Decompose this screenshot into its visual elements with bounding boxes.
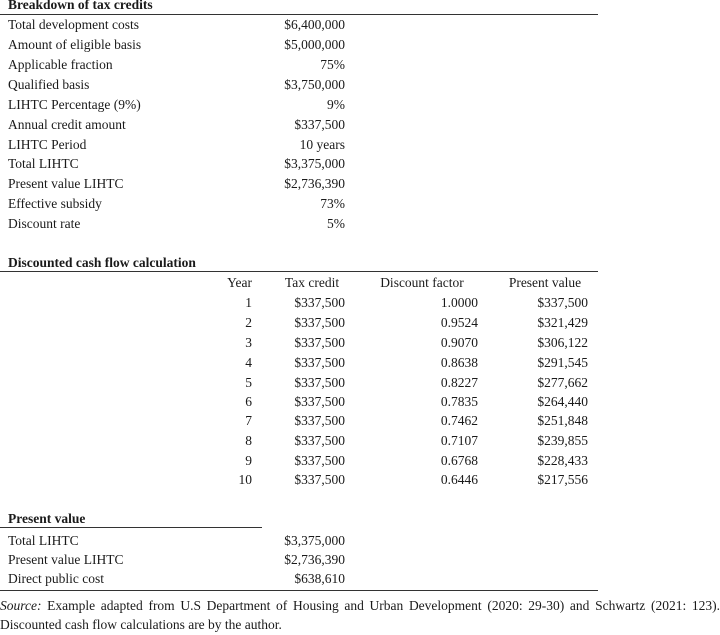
- dcf-factor: 0.8227: [440, 375, 478, 390]
- breakdown-value: 9%: [327, 97, 345, 112]
- breakdown-value: $337,500: [294, 117, 345, 132]
- dcf-year: 3: [245, 335, 252, 350]
- dcf-credit: $337,500: [294, 413, 345, 428]
- dcf-pv: $291,545: [537, 355, 588, 370]
- dcf-header-factor: Discount factor: [380, 275, 464, 290]
- breakdown-label: Total LIHTC: [8, 156, 79, 171]
- breakdown-value: $6,400,000: [284, 17, 345, 32]
- dcf-credit: $337,500: [294, 295, 345, 310]
- dcf-pv: $228,433: [537, 453, 588, 468]
- dcf-year: 10: [238, 472, 252, 487]
- breakdown-value: $3,750,000: [284, 77, 345, 92]
- pv-title-rule: [0, 527, 262, 528]
- dcf-year: 8: [245, 433, 252, 448]
- dcf-header-credit: Tax credit: [284, 275, 340, 290]
- source-text: Example adapted from U.S Department of Housing and Urban Development (2020: 29-30) and Schwartz (2021: 123). Discounted cash flow calculations are by the author.: [0, 598, 720, 632]
- dcf-factor: 0.7107: [440, 433, 478, 448]
- breakdown-label: Applicable fraction: [8, 57, 113, 72]
- breakdown-label: Present value LIHTC: [8, 176, 124, 191]
- dcf-factor: 1.0000: [440, 295, 478, 310]
- dcf-header-pv: Present value: [508, 275, 582, 290]
- dcf-factor: 0.7835: [440, 394, 478, 409]
- dcf-year: 9: [245, 453, 252, 468]
- breakdown-label: Qualified basis: [8, 77, 90, 92]
- dcf-credit: $337,500: [294, 355, 345, 370]
- source-note: [0, 596, 720, 634]
- pv-label: Direct public cost: [8, 571, 104, 586]
- breakdown-value: $2,736,390: [284, 176, 345, 191]
- breakdown-label: LIHTC Period: [8, 137, 87, 152]
- breakdown-label: Discount rate: [8, 216, 81, 231]
- dcf-factor: 0.9524: [440, 315, 478, 330]
- dcf-pv: $337,500: [537, 295, 588, 310]
- bottom-rule: [0, 590, 598, 591]
- dcf-year: 5: [245, 375, 252, 390]
- dcf-title: Discounted cash flow calculation: [8, 255, 196, 270]
- dcf-pv: $321,429: [537, 315, 588, 330]
- dcf-year: 4: [245, 355, 252, 370]
- breakdown-label: Effective subsidy: [8, 196, 102, 211]
- dcf-pv: $217,556: [537, 472, 588, 487]
- dcf-year: 7: [245, 413, 252, 428]
- breakdown-value: 10 years: [299, 137, 345, 152]
- breakdown-value: 5%: [327, 216, 345, 231]
- breakdown-label: Total development costs: [8, 17, 140, 32]
- breakdown-title-rule: [0, 14, 598, 15]
- dcf-credit: $337,500: [294, 472, 345, 487]
- dcf-credit: $337,500: [294, 375, 345, 390]
- dcf-year: 2: [245, 315, 252, 330]
- dcf-credit: $337,500: [294, 433, 345, 448]
- dcf-credit: $337,500: [294, 453, 345, 468]
- dcf-factor: 0.9070: [440, 335, 478, 350]
- source-label: Source:: [0, 598, 42, 613]
- pv-value: $2,736,390: [284, 552, 345, 567]
- dcf-pv: $306,122: [537, 335, 588, 350]
- dcf-title-rule: [0, 271, 598, 272]
- pv-value: $3,375,000: [284, 533, 345, 548]
- dcf-credit: $337,500: [294, 335, 345, 350]
- breakdown-title: Breakdown of tax credits: [8, 0, 153, 12]
- pv-label: Present value LIHTC: [8, 552, 124, 567]
- breakdown-label: Annual credit amount: [8, 117, 126, 132]
- dcf-pv: $251,848: [537, 413, 588, 428]
- dcf-factor: 0.6446: [440, 472, 478, 487]
- dcf-factor: 0.7462: [440, 413, 478, 428]
- dcf-credit: $337,500: [294, 315, 345, 330]
- breakdown-value: 73%: [320, 196, 345, 211]
- dcf-pv: $277,662: [537, 375, 588, 390]
- pv-label: Total LIHTC: [8, 533, 79, 548]
- breakdown-value: $5,000,000: [284, 37, 345, 52]
- dcf-pv: $239,855: [537, 433, 588, 448]
- dcf-factor: 0.8638: [440, 355, 478, 370]
- dcf-header-year: Year: [227, 275, 252, 290]
- pv-value: $638,610: [294, 571, 345, 586]
- breakdown-label: LIHTC Percentage (9%): [8, 97, 141, 112]
- dcf-pv: $264,440: [537, 394, 588, 409]
- dcf-year: 6: [245, 394, 252, 409]
- breakdown-label: Amount of eligible basis: [8, 37, 142, 52]
- dcf-year: 1: [245, 295, 252, 310]
- dcf-factor: 0.6768: [440, 453, 478, 468]
- breakdown-value: $3,375,000: [284, 156, 345, 171]
- pv-title: Present value: [8, 511, 86, 526]
- dcf-credit: $337,500: [294, 394, 345, 409]
- breakdown-value: 75%: [320, 57, 345, 72]
